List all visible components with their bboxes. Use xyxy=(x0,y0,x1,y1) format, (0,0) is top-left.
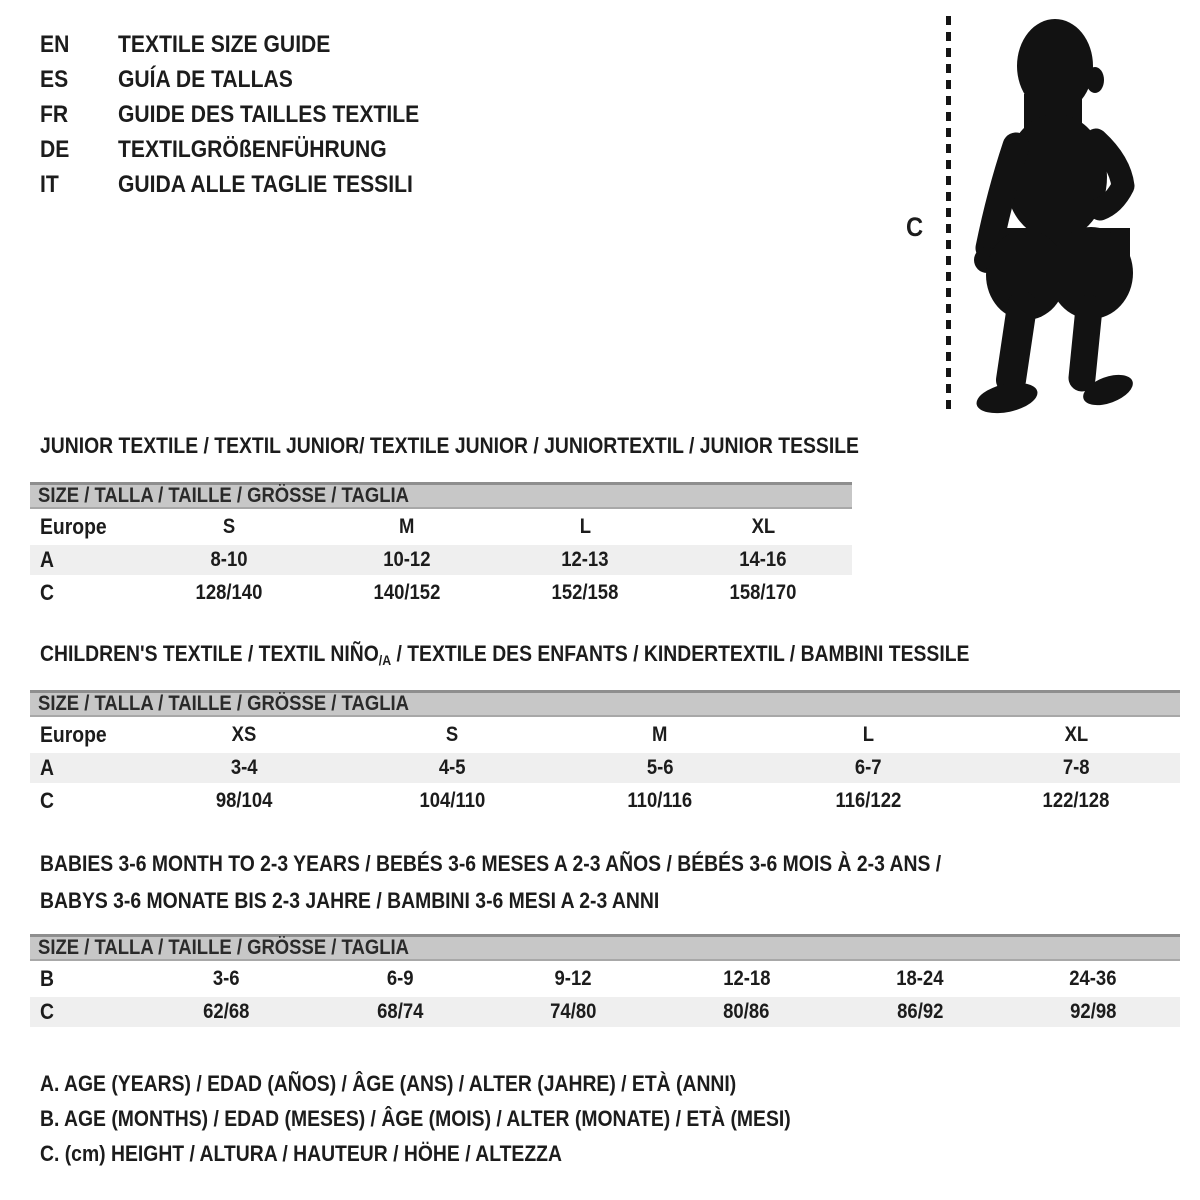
cell-text: 18-24 xyxy=(896,967,944,990)
cell-text: 80/86 xyxy=(723,1000,770,1023)
lang-label: GUIDE DES TAILLES TEXTILE xyxy=(118,100,420,128)
cell-text: 6-9 xyxy=(386,967,414,990)
row-label-text: C xyxy=(40,788,54,813)
cell-text: 158/170 xyxy=(729,581,797,604)
cell xyxy=(496,581,674,605)
lang-label: GUIDA ALLE TAGLIE TESSILI xyxy=(118,170,413,198)
babies-title-line2-text: BABYS 3-6 MONATE BIS 2-3 JAHRE / BAMBINI 3-6 MESI A 2-3 ANNI xyxy=(40,888,660,913)
cell xyxy=(764,756,972,780)
legend-line-b-text: B. AGE (MONTHS) / EDAD (MESES) / ÂGE (MOIS) / ALTER (MONATE) / ETÀ (MESI) xyxy=(40,1106,791,1131)
row-label xyxy=(30,966,140,992)
cell xyxy=(140,789,348,813)
row-label-text: C xyxy=(40,580,54,605)
row-label xyxy=(30,788,140,814)
cell-text: S xyxy=(445,723,459,746)
row-label xyxy=(30,722,140,748)
cell xyxy=(660,967,833,991)
size-table-header xyxy=(30,482,852,509)
table-row-age-months xyxy=(30,961,1180,997)
cell xyxy=(496,515,674,539)
legend-line-c xyxy=(40,1136,893,1171)
row-label-text: Europe xyxy=(40,722,107,747)
cell-text: 68/74 xyxy=(376,1000,424,1023)
size-table-header xyxy=(30,934,1180,961)
lang-code-text: EN xyxy=(40,30,70,58)
lang-code-text: DE xyxy=(40,135,70,163)
legend-line-c-text: C. (cm) HEIGHT / ALTURA / HAUTEUR / HÖHE / ALTEZZA xyxy=(40,1141,562,1166)
babies-section-title xyxy=(40,845,1064,919)
cell-text: 24-36 xyxy=(1069,967,1117,990)
table-row-height xyxy=(30,575,852,611)
row-label xyxy=(30,580,140,606)
children-section-title xyxy=(40,641,1096,667)
cell-text: 14-16 xyxy=(739,548,787,571)
cell xyxy=(556,723,764,747)
cell-text: M xyxy=(652,723,668,746)
size-table-header xyxy=(30,690,1180,717)
cell xyxy=(348,756,556,780)
cell-text: XS xyxy=(231,723,257,746)
cell xyxy=(140,515,318,539)
babies-title-line2 xyxy=(40,882,1064,919)
cell-text: L xyxy=(579,515,591,538)
cell xyxy=(318,581,496,605)
row-label-text: B xyxy=(40,966,54,991)
lang-label: GUÍA DE TALLAS xyxy=(118,65,293,93)
babies-title-line1-text: BABIES 3-6 MONTH TO 2-3 YEARS / BEBÉS 3-6 MESES A 2-3 AÑOS / BÉBÉS 3-6 MOIS À 2-3 ANS / xyxy=(40,851,942,876)
table-row-europe xyxy=(30,717,1180,753)
row-label xyxy=(30,547,140,573)
cell xyxy=(487,967,660,991)
children-size-table xyxy=(30,690,1180,819)
table-row-age xyxy=(30,545,852,575)
cell-text: 9-12 xyxy=(554,967,592,990)
row-label-text: Europe xyxy=(40,514,107,539)
cell xyxy=(764,723,972,747)
cell-text: 116/122 xyxy=(835,789,901,812)
cell-text: S xyxy=(222,515,236,538)
height-figure xyxy=(0,0,1200,430)
cell xyxy=(140,756,348,780)
children-title-post: / TEXTILE DES ENFANTS / KINDERTEXTIL / BAMBINI TESSILE xyxy=(391,641,970,666)
cell-text: 122/128 xyxy=(1042,789,1110,812)
children-title-text xyxy=(40,641,969,667)
cell-text: M xyxy=(399,515,415,538)
junior-size-table xyxy=(30,482,852,611)
children-title-sub: /A xyxy=(378,652,392,668)
cell xyxy=(140,581,318,605)
cell xyxy=(140,967,313,991)
cell xyxy=(1007,1000,1180,1024)
children-title-pre: CHILDREN'S TEXTILE / TEXTIL NIÑO xyxy=(40,641,379,666)
cell xyxy=(318,548,496,572)
cell xyxy=(556,756,764,780)
cell-text: 104/110 xyxy=(419,789,485,812)
cell-text: 4-5 xyxy=(438,756,466,779)
cell-text: XL xyxy=(751,515,775,538)
cell xyxy=(972,756,1180,780)
table-row-europe xyxy=(30,509,852,545)
cell xyxy=(674,548,852,572)
cell-text: 3-4 xyxy=(230,756,258,779)
cell-text: 10-12 xyxy=(383,548,431,571)
cell-text: 5-6 xyxy=(646,756,674,779)
babies-size-table xyxy=(30,934,1180,1027)
cell-text: XL xyxy=(1064,723,1088,746)
cell xyxy=(674,515,852,539)
cell-text: 74/80 xyxy=(550,1000,597,1023)
cell-text: 6-7 xyxy=(854,756,882,779)
cell xyxy=(764,789,972,813)
height-measure-label xyxy=(906,212,926,243)
size-table-header-text: SIZE / TALLA / TAILLE / GRÖSSE / TAGLIA xyxy=(38,484,409,507)
cell-text: L xyxy=(862,723,874,746)
cell-text: 98/104 xyxy=(215,789,273,812)
cell xyxy=(140,548,318,572)
cell xyxy=(833,967,1006,991)
junior-title-text: JUNIOR TEXTILE / TEXTIL JUNIOR/ TEXTILE JUNIOR / JUNIORTEXTIL / JUNIOR TESSILE xyxy=(40,433,859,458)
babies-title-line1 xyxy=(40,845,1064,882)
cell-text: 8-10 xyxy=(210,548,248,571)
lang-label: TEXTILE SIZE GUIDE xyxy=(118,30,331,58)
table-row-height xyxy=(30,997,1180,1027)
legend-line-b xyxy=(40,1101,893,1136)
lang-code-text: IT xyxy=(40,170,59,198)
row-label-text: C xyxy=(40,999,54,1024)
measurement-legend xyxy=(40,1066,893,1171)
table-row-height xyxy=(30,783,1180,819)
cell xyxy=(833,1000,1006,1024)
row-label xyxy=(30,755,140,781)
cell-text: 152/158 xyxy=(551,581,619,604)
cell xyxy=(487,1000,660,1024)
row-label-text: A xyxy=(40,547,54,572)
cell-text: 12-18 xyxy=(723,967,771,990)
legend-line-a xyxy=(40,1066,893,1101)
cell-text: 12-13 xyxy=(561,548,609,571)
lang-code-text: ES xyxy=(40,65,69,93)
toddler-silhouette-icon xyxy=(962,14,1142,419)
cell xyxy=(348,723,556,747)
height-measure-label-text: C xyxy=(906,212,924,242)
cell xyxy=(674,581,852,605)
cell-text: 140/152 xyxy=(373,581,441,604)
lang-code-text: FR xyxy=(40,100,69,128)
height-measure-line xyxy=(946,16,951,416)
row-label xyxy=(30,514,140,540)
junior-section-title xyxy=(40,433,971,459)
cell xyxy=(348,789,556,813)
cell-text: 92/98 xyxy=(1070,1000,1117,1023)
cell xyxy=(556,789,764,813)
cell xyxy=(313,967,486,991)
cell-text: 128/140 xyxy=(195,581,263,604)
cell xyxy=(972,723,1180,747)
cell-text: 3-6 xyxy=(213,967,241,990)
cell xyxy=(660,1000,833,1024)
lang-label: TEXTILGRÖßENFÜHRUNG xyxy=(118,135,387,163)
cell xyxy=(313,1000,486,1024)
cell xyxy=(140,1000,313,1024)
legend-line-a-text: A. AGE (YEARS) / EDAD (AÑOS) / ÂGE (ANS) / ALTER (JAHRE) / ETÀ (ANNI) xyxy=(40,1071,737,1096)
cell-text: 86/92 xyxy=(896,1000,944,1023)
cell xyxy=(318,515,496,539)
table-row-age xyxy=(30,753,1180,783)
row-label-text: A xyxy=(40,755,54,780)
cell-text: 62/68 xyxy=(203,1000,250,1023)
cell xyxy=(140,723,348,747)
size-table-header-text: SIZE / TALLA / TAILLE / GRÖSSE / TAGLIA xyxy=(38,936,409,959)
cell-text: 110/116 xyxy=(627,789,693,812)
cell-text: 7-8 xyxy=(1062,756,1090,779)
cell xyxy=(972,789,1180,813)
size-table-header-text: SIZE / TALLA / TAILLE / GRÖSSE / TAGLIA xyxy=(38,692,409,715)
cell xyxy=(496,548,674,572)
cell xyxy=(1007,967,1180,991)
row-label xyxy=(30,999,140,1025)
